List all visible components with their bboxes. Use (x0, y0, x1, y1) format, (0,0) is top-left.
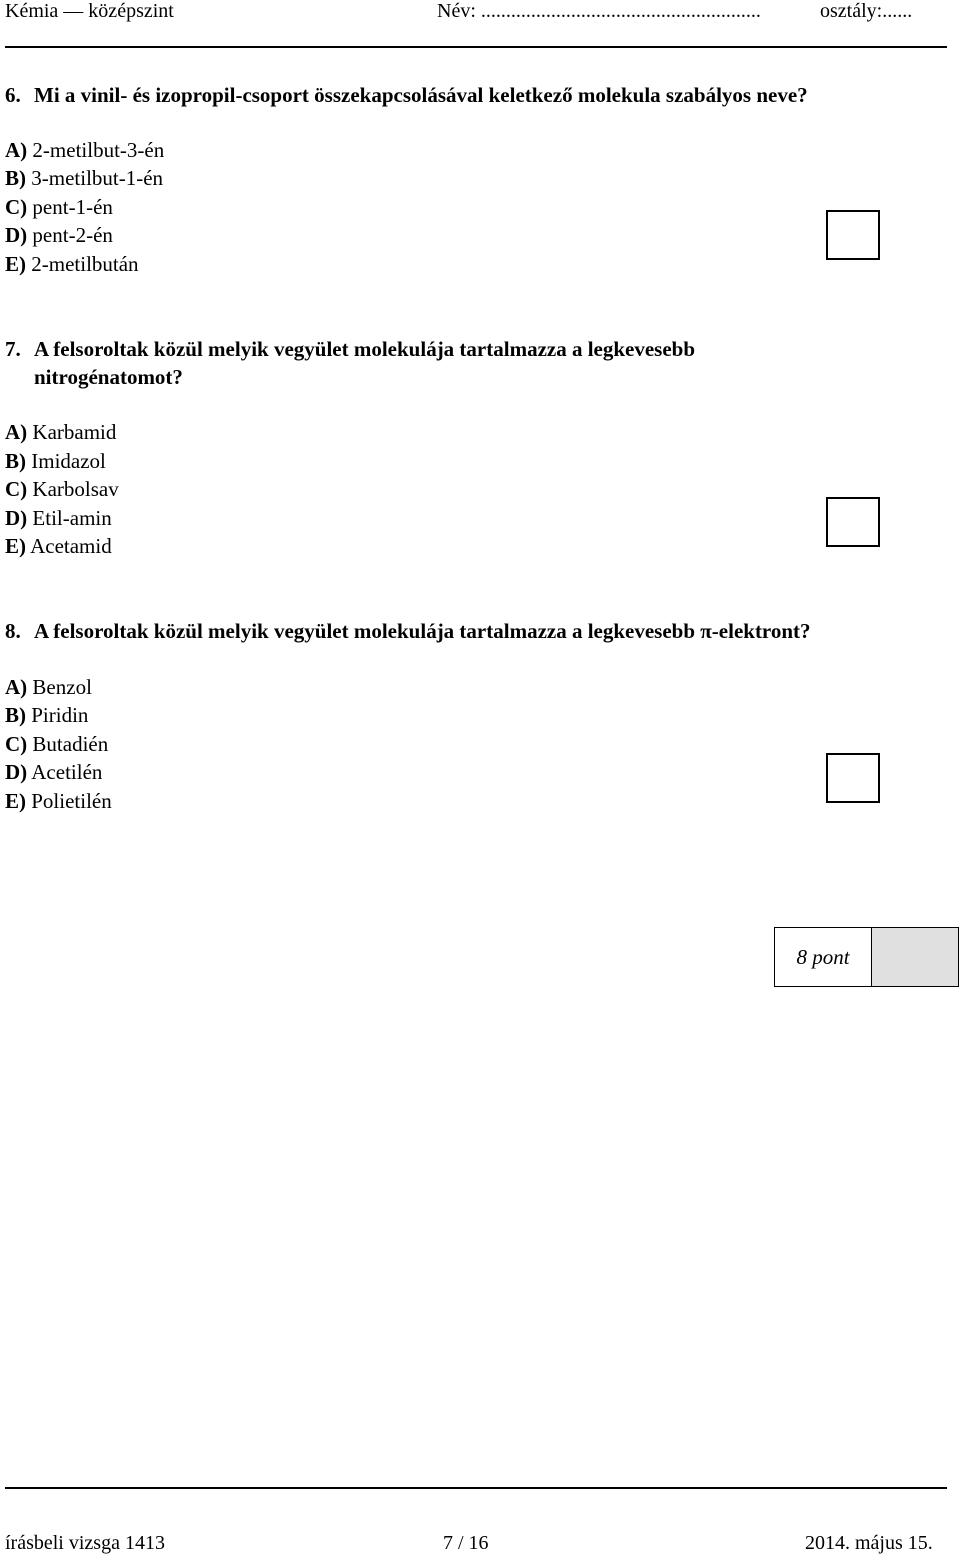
question-6-option-b: B) 3-metilbut-1-én (5, 166, 164, 190)
question-7-option-b: B) Imidazol (5, 449, 106, 473)
question-8-option-d: D) Acetilén (5, 760, 103, 784)
question-8-option-b: B) Piridin (5, 703, 89, 727)
question-7-text-line-1: A felsoroltak közül melyik vegyület molekulája tartalmazza a legkevesebb (34, 337, 696, 361)
question-7-number: 7. (5, 337, 21, 361)
question-8-text: A felsoroltak közül melyik vegyület molekulája tartalmazza a legkevesebb π-elektront? (34, 619, 811, 643)
score-field[interactable] (872, 928, 958, 986)
question-6-option-a: A) 2-metilbut-3-én (5, 138, 165, 162)
footer-date: 2014. május 15. (805, 1532, 933, 1554)
question-7-option-a: A) Karbamid (5, 420, 117, 444)
question-6-option-c: C) pent-1-én (5, 195, 113, 219)
header-rule (5, 46, 947, 48)
question-6-option-d: D) pent-2-én (5, 223, 113, 247)
question-7-option-e: E) Acetamid (5, 534, 112, 558)
question-7-option-d: D) Etil-amin (5, 506, 112, 530)
question-6-number: 6. (5, 83, 21, 107)
score-label: 8 pont (775, 928, 872, 986)
question-8-option-a: A) Benzol (5, 675, 92, 699)
question-7-text-line-2: nitrogénatomot? (34, 365, 183, 389)
header-class-field: osztály:...... (820, 0, 913, 22)
question-6-answer-box[interactable] (826, 210, 880, 260)
question-8-option-c: C) Butadién (5, 732, 109, 756)
question-8-option-e: E) Polietilén (5, 789, 112, 813)
question-8-number: 8. (5, 619, 21, 643)
question-6-option-e: E) 2-metilbután (5, 252, 139, 276)
footer-rule (5, 1487, 947, 1489)
question-7-option-c: C) Karbolsav (5, 477, 119, 501)
header-subject: Kémia — középszint (5, 0, 174, 22)
question-6-text: Mi a vinil- és izopropil-csoport összekapcsolásával keletkező molekula szabályos neve? (34, 83, 808, 107)
header-name-field: Név: ........................................................ (437, 0, 761, 22)
score-table (774, 927, 959, 987)
question-7-answer-box[interactable] (826, 497, 880, 547)
question-8-answer-box[interactable] (826, 753, 880, 803)
footer-exam: írásbeli vizsga 1413 (5, 1532, 165, 1554)
footer-page-number: 7 / 16 (443, 1532, 489, 1554)
